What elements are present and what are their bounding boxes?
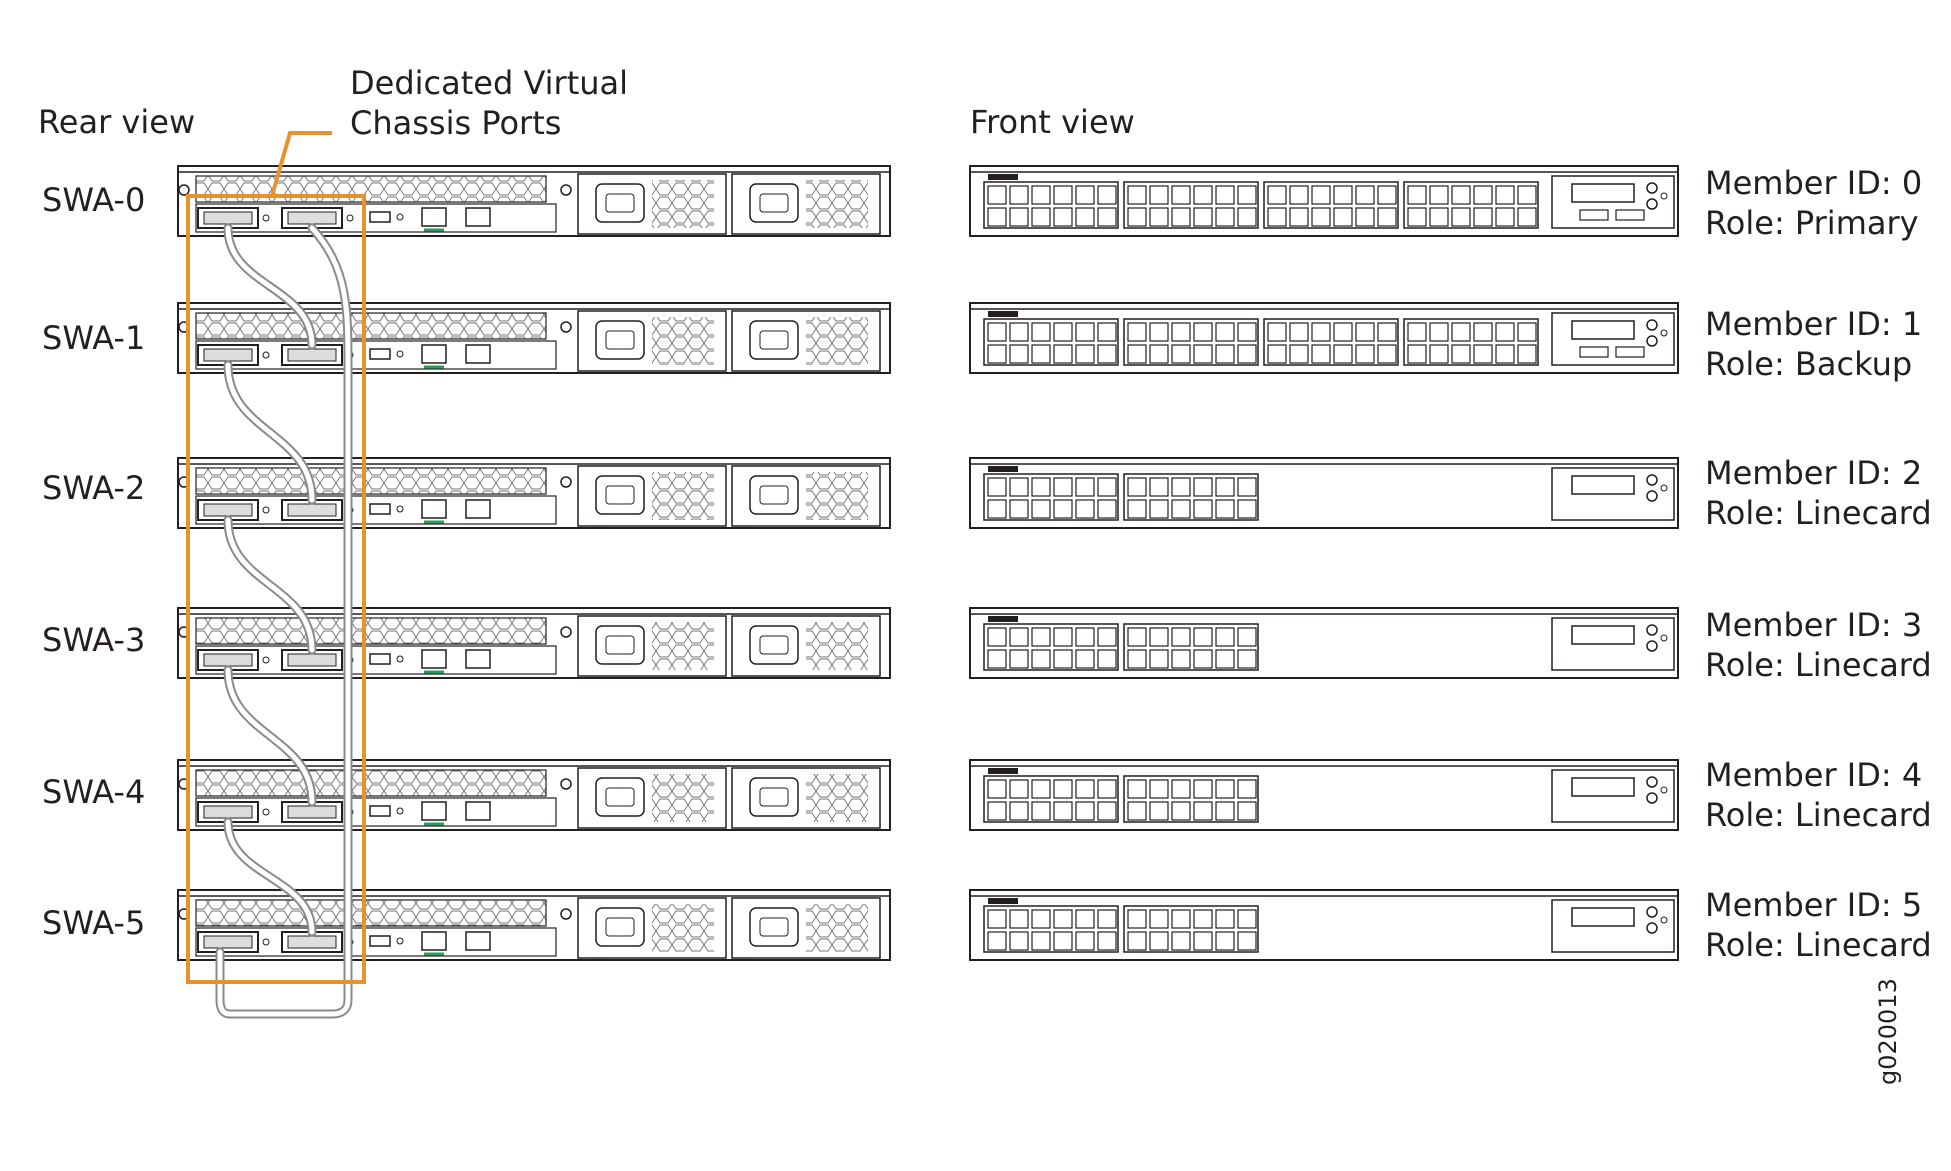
- member-id-label: Member ID: 1: [1705, 305, 1923, 343]
- rj45-port-icon: [1032, 208, 1050, 226]
- rj45-port-icon: [1032, 628, 1050, 646]
- power-inlet-icon: [596, 321, 644, 359]
- rj45-port-icon: [1518, 323, 1536, 341]
- rj45-port-icon: [1518, 345, 1536, 363]
- rj45-port-icon: [1194, 323, 1212, 341]
- rj45-port-icon: [1076, 650, 1094, 668]
- rj45-port-icon: [1238, 780, 1256, 798]
- rj45-port-icon: [1238, 910, 1256, 928]
- rj45-port-icon: [1150, 628, 1168, 646]
- rj45-port-icon: [988, 780, 1006, 798]
- rj45-port-icon: [1032, 186, 1050, 204]
- rj45-port-icon: [988, 323, 1006, 341]
- rear-switch-5: [178, 890, 890, 960]
- switch-name-swa-1: SWA-1: [42, 319, 146, 357]
- power-inlet-icon: [750, 778, 798, 816]
- rj45-port-icon: [1216, 780, 1234, 798]
- rj45-port-icon: [1128, 802, 1146, 820]
- rj45-port-icon: [1194, 802, 1212, 820]
- member-info-swa-0: [1705, 163, 1922, 243]
- rj45-port-icon: [1216, 208, 1234, 226]
- rear-switch-2: [178, 458, 890, 528]
- rj45-port-icon: [1098, 780, 1116, 798]
- rj45-port-icon: [1216, 628, 1234, 646]
- rj45-port-icon: [1010, 802, 1028, 820]
- rj45-port-icon: [1150, 323, 1168, 341]
- power-inlet-icon: [596, 626, 644, 664]
- rj45-port-icon: [1430, 186, 1448, 204]
- rj45-port-icon: [1496, 186, 1514, 204]
- fan-vent-icon: [806, 180, 868, 228]
- rj45-port-icon: [1032, 932, 1050, 950]
- rj45-port-icon: [1216, 910, 1234, 928]
- front-switch-1: [970, 303, 1678, 373]
- rj45-port-icon: [1054, 802, 1072, 820]
- front-switch-2: [970, 458, 1678, 528]
- rj45-port-icon: [1128, 323, 1146, 341]
- rj45-port-icon: [1474, 323, 1492, 341]
- rj45-port-icon: [1010, 186, 1028, 204]
- rj45-port-icon: [1172, 802, 1190, 820]
- rj45-port-icon: [1216, 932, 1234, 950]
- rj45-port-icon: [1356, 345, 1374, 363]
- rj45-port-icon: [1150, 208, 1168, 226]
- rj45-port-icon: [1128, 650, 1146, 668]
- rj45-port-icon: [1098, 345, 1116, 363]
- member-id-label: Member ID: 2: [1705, 454, 1923, 492]
- fan-vent-icon: [806, 317, 868, 365]
- rj45-port-icon: [466, 345, 490, 363]
- rj45-port-icon: [1098, 208, 1116, 226]
- rj45-port-icon: [1356, 208, 1374, 226]
- role-label: Role: Linecard: [1705, 494, 1932, 532]
- rj45-port-icon: [1128, 932, 1146, 950]
- rj45-port-icon: [1238, 932, 1256, 950]
- fan-vent-icon: [196, 900, 546, 926]
- switch-name-swa-3: SWA-3: [42, 621, 146, 659]
- switch-name-swa-2: SWA-2: [42, 469, 146, 507]
- rj45-port-icon: [1430, 345, 1448, 363]
- rj45-port-icon: [988, 500, 1006, 518]
- rj45-port-icon: [1032, 650, 1050, 668]
- power-inlet-icon: [596, 184, 644, 222]
- rj45-port-icon: [1032, 500, 1050, 518]
- rj45-port-icon: [1128, 780, 1146, 798]
- brand-logo: [988, 311, 1018, 317]
- rj45-port-icon: [1054, 910, 1072, 928]
- rj45-port-icon: [1054, 932, 1072, 950]
- rj45-port-icon: [988, 208, 1006, 226]
- front-switch-5: [970, 890, 1678, 960]
- power-inlet-icon: [750, 908, 798, 946]
- rj45-port-icon: [1128, 500, 1146, 518]
- rj45-port-icon: [1238, 802, 1256, 820]
- rj45-port-icon: [1098, 323, 1116, 341]
- rj45-port-icon: [988, 910, 1006, 928]
- rj45-port-icon: [1452, 323, 1470, 341]
- power-inlet-icon: [596, 476, 644, 514]
- usb-port-icon: [370, 654, 390, 664]
- rj45-port-icon: [1378, 345, 1396, 363]
- rj45-port-icon: [1150, 345, 1168, 363]
- brand-logo: [988, 898, 1018, 904]
- role-label: Role: Primary: [1705, 204, 1919, 242]
- rear-switch-1: [178, 303, 890, 373]
- rj45-port-icon: [1172, 932, 1190, 950]
- power-inlet-icon: [750, 476, 798, 514]
- fan-vent-icon: [806, 774, 868, 822]
- front-switch-4: [970, 760, 1678, 830]
- fan-vent-icon: [196, 618, 546, 644]
- rj45-port-icon: [1076, 802, 1094, 820]
- fan-vent-icon: [652, 622, 714, 670]
- rj45-port-icon: [1172, 478, 1190, 496]
- rj45-port-icon: [1518, 186, 1536, 204]
- rj45-port-icon: [1054, 186, 1072, 204]
- usb-port-icon: [370, 349, 390, 359]
- rj45-port-icon: [1032, 478, 1050, 496]
- power-inlet-icon: [750, 184, 798, 222]
- lcd-panel-icon: [1572, 778, 1634, 796]
- rj45-port-icon: [1032, 780, 1050, 798]
- rj45-port-icon: [1216, 500, 1234, 518]
- rj45-port-icon: [1452, 208, 1470, 226]
- rj45-port-icon: [466, 802, 490, 820]
- rj45-port-icon: [1098, 910, 1116, 928]
- rj45-port-icon: [1054, 628, 1072, 646]
- rear-view-label: Rear view: [38, 103, 196, 141]
- member-info-swa-4: [1705, 755, 1932, 835]
- switch-name-swa-0: SWA-0: [42, 181, 146, 219]
- rj45-port-icon: [1408, 208, 1426, 226]
- rj45-port-icon: [422, 932, 446, 950]
- rj45-port-icon: [988, 932, 1006, 950]
- rj45-port-icon: [1268, 345, 1286, 363]
- rj45-port-icon: [1216, 186, 1234, 204]
- rj45-port-icon: [1452, 345, 1470, 363]
- role-label: Role: Linecard: [1705, 926, 1932, 964]
- rj45-port-icon: [1378, 323, 1396, 341]
- rj45-port-icon: [1076, 628, 1094, 646]
- rj45-port-icon: [1194, 345, 1212, 363]
- dvcp-label-line1: Dedicated Virtual: [350, 64, 629, 102]
- rj45-port-icon: [1054, 208, 1072, 226]
- fan-vent-icon: [806, 904, 868, 952]
- role-label: Role: Backup: [1705, 345, 1913, 383]
- rj45-port-icon: [1216, 650, 1234, 668]
- rj45-port-icon: [1216, 345, 1234, 363]
- rj45-port-icon: [1054, 500, 1072, 518]
- member-id-label: Member ID: 5: [1705, 886, 1923, 924]
- rj45-port-icon: [1150, 802, 1168, 820]
- power-inlet-icon: [596, 778, 644, 816]
- rj45-port-icon: [1098, 500, 1116, 518]
- usb-port-icon: [370, 936, 390, 946]
- rj45-port-icon: [988, 628, 1006, 646]
- rj45-port-icon: [1054, 478, 1072, 496]
- rj45-port-icon: [1032, 802, 1050, 820]
- rj45-port-icon: [988, 345, 1006, 363]
- rj45-port-icon: [422, 802, 446, 820]
- rj45-port-icon: [1128, 345, 1146, 363]
- rj45-port-icon: [1194, 910, 1212, 928]
- rj45-port-icon: [1194, 628, 1212, 646]
- fan-vent-icon: [196, 770, 546, 796]
- rj45-port-icon: [1356, 323, 1374, 341]
- rj45-port-icon: [1054, 650, 1072, 668]
- rj45-port-icon: [1054, 345, 1072, 363]
- rj45-port-icon: [1010, 323, 1028, 341]
- rj45-port-icon: [1054, 780, 1072, 798]
- brand-logo: [988, 174, 1018, 180]
- rj45-port-icon: [1076, 500, 1094, 518]
- rj45-port-icon: [1172, 208, 1190, 226]
- fan-vent-icon: [196, 313, 546, 339]
- lcd-panel-icon: [1572, 626, 1634, 644]
- rj45-port-icon: [422, 650, 446, 668]
- brand-logo: [988, 466, 1018, 472]
- rj45-port-icon: [1194, 208, 1212, 226]
- rj45-port-icon: [1128, 208, 1146, 226]
- rj45-port-icon: [1150, 932, 1168, 950]
- rj45-port-icon: [1032, 323, 1050, 341]
- power-inlet-icon: [750, 321, 798, 359]
- rj45-port-icon: [1172, 186, 1190, 204]
- rj45-port-icon: [1408, 186, 1426, 204]
- front-view-label: Front view: [970, 103, 1135, 141]
- rj45-port-icon: [422, 500, 446, 518]
- rj45-port-icon: [1268, 186, 1286, 204]
- lcd-panel-icon: [1572, 908, 1634, 926]
- rj45-port-icon: [1194, 186, 1212, 204]
- rj45-port-icon: [1128, 628, 1146, 646]
- rj45-port-icon: [1010, 650, 1028, 668]
- rj45-port-icon: [1496, 345, 1514, 363]
- rj45-port-icon: [1474, 345, 1492, 363]
- rj45-port-icon: [1010, 478, 1028, 496]
- rj45-port-icon: [1430, 323, 1448, 341]
- role-label: Role: Linecard: [1705, 796, 1932, 834]
- fan-vent-icon: [196, 468, 546, 494]
- rj45-port-icon: [1128, 478, 1146, 496]
- rj45-port-icon: [1474, 186, 1492, 204]
- rj45-port-icon: [1150, 780, 1168, 798]
- rear-switch-0: [178, 166, 890, 236]
- rj45-port-icon: [1238, 628, 1256, 646]
- rj45-port-icon: [1010, 932, 1028, 950]
- rj45-port-icon: [988, 650, 1006, 668]
- member-info-swa-1: [1705, 304, 1922, 384]
- rj45-port-icon: [1290, 208, 1308, 226]
- rj45-port-icon: [1172, 345, 1190, 363]
- rj45-port-icon: [1098, 650, 1116, 668]
- figure-id: g020013: [1874, 978, 1902, 1085]
- rj45-port-icon: [1076, 208, 1094, 226]
- rj45-port-icon: [988, 186, 1006, 204]
- rj45-port-icon: [1238, 186, 1256, 204]
- rj45-port-icon: [988, 802, 1006, 820]
- rj45-port-icon: [1032, 910, 1050, 928]
- rj45-port-icon: [1194, 478, 1212, 496]
- rj45-port-icon: [1312, 186, 1330, 204]
- rj45-port-icon: [1076, 910, 1094, 928]
- rj45-port-icon: [1238, 345, 1256, 363]
- rj45-port-icon: [1054, 323, 1072, 341]
- rj45-port-icon: [1518, 208, 1536, 226]
- rj45-port-icon: [1216, 478, 1234, 496]
- rj45-port-icon: [1474, 208, 1492, 226]
- rj45-port-icon: [988, 478, 1006, 496]
- fan-vent-icon: [196, 176, 546, 202]
- rj45-port-icon: [1290, 345, 1308, 363]
- rj45-port-icon: [1238, 208, 1256, 226]
- rear-switch-3: [178, 608, 890, 678]
- rj45-port-icon: [1194, 650, 1212, 668]
- rj45-port-icon: [422, 345, 446, 363]
- rj45-port-icon: [1312, 323, 1330, 341]
- rj45-port-icon: [1150, 910, 1168, 928]
- member-id-label: Member ID: 4: [1705, 756, 1923, 794]
- rj45-port-icon: [1216, 802, 1234, 820]
- rj45-port-icon: [1216, 323, 1234, 341]
- rear-view-switches: [178, 166, 890, 960]
- rj45-port-icon: [1334, 208, 1352, 226]
- rj45-port-icon: [1290, 186, 1308, 204]
- fan-vent-icon: [652, 317, 714, 365]
- rj45-port-icon: [1098, 802, 1116, 820]
- rj45-port-icon: [1172, 500, 1190, 518]
- dvcp-label-line2: Chassis Ports: [350, 104, 562, 142]
- fan-vent-icon: [806, 622, 868, 670]
- lcd-panel-icon: [1572, 321, 1634, 339]
- fan-vent-icon: [806, 472, 868, 520]
- front-view-switches: [970, 166, 1678, 960]
- member-id-label: Member ID: 3: [1705, 606, 1923, 644]
- usb-port-icon: [370, 806, 390, 816]
- rj45-port-icon: [1010, 208, 1028, 226]
- front-switch-3: [970, 608, 1678, 678]
- rj45-port-icon: [1238, 323, 1256, 341]
- member-info-swa-3: [1705, 605, 1932, 685]
- fan-vent-icon: [652, 472, 714, 520]
- rj45-port-icon: [1194, 500, 1212, 518]
- lcd-panel-icon: [1572, 184, 1634, 202]
- rj45-port-icon: [1150, 650, 1168, 668]
- rj45-port-icon: [1076, 780, 1094, 798]
- member-info-swa-2: [1705, 453, 1932, 533]
- rj45-port-icon: [1194, 780, 1212, 798]
- rj45-port-icon: [1430, 208, 1448, 226]
- rj45-port-icon: [1150, 186, 1168, 204]
- rj45-port-icon: [1076, 478, 1094, 496]
- rj45-port-icon: [1452, 186, 1470, 204]
- lcd-panel-icon: [1572, 476, 1634, 494]
- rj45-port-icon: [1010, 345, 1028, 363]
- switch-name-swa-4: SWA-4: [42, 773, 146, 811]
- rj45-port-icon: [1334, 345, 1352, 363]
- rj45-port-icon: [1172, 323, 1190, 341]
- rj45-port-icon: [1356, 186, 1374, 204]
- rj45-port-icon: [1010, 628, 1028, 646]
- front-switch-0: [970, 166, 1678, 236]
- rj45-port-icon: [1076, 345, 1094, 363]
- rj45-port-icon: [1312, 345, 1330, 363]
- rj45-port-icon: [1098, 628, 1116, 646]
- power-inlet-icon: [596, 908, 644, 946]
- rj45-port-icon: [1150, 478, 1168, 496]
- rj45-port-icon: [1194, 932, 1212, 950]
- rj45-port-icon: [1128, 186, 1146, 204]
- usb-port-icon: [370, 212, 390, 222]
- rj45-port-icon: [1128, 910, 1146, 928]
- rj45-port-icon: [1032, 345, 1050, 363]
- member-id-label: Member ID: 0: [1705, 164, 1923, 202]
- switch-name-swa-5: SWA-5: [42, 904, 146, 942]
- rj45-port-icon: [1378, 208, 1396, 226]
- rj45-port-icon: [1172, 910, 1190, 928]
- rj45-port-icon: [1496, 323, 1514, 341]
- rj45-port-icon: [1378, 186, 1396, 204]
- rj45-port-icon: [1172, 650, 1190, 668]
- role-label: Role: Linecard: [1705, 646, 1932, 684]
- rear-switch-4: [178, 760, 890, 830]
- rj45-port-icon: [466, 650, 490, 668]
- rj45-port-icon: [1076, 186, 1094, 204]
- rj45-port-icon: [1290, 323, 1308, 341]
- rj45-port-icon: [1150, 500, 1168, 518]
- rj45-port-icon: [1408, 345, 1426, 363]
- rj45-port-icon: [422, 208, 446, 226]
- rj45-port-icon: [1076, 323, 1094, 341]
- rj45-port-icon: [1334, 186, 1352, 204]
- rj45-port-icon: [1010, 500, 1028, 518]
- rj45-port-icon: [1268, 208, 1286, 226]
- fan-vent-icon: [652, 774, 714, 822]
- fan-vent-icon: [652, 904, 714, 952]
- rj45-port-icon: [1408, 323, 1426, 341]
- rj45-port-icon: [1334, 323, 1352, 341]
- rj45-port-icon: [466, 500, 490, 518]
- rj45-port-icon: [466, 208, 490, 226]
- rj45-port-icon: [1496, 208, 1514, 226]
- rj45-port-icon: [1268, 323, 1286, 341]
- brand-logo: [988, 768, 1018, 774]
- rj45-port-icon: [1312, 208, 1330, 226]
- rj45-port-icon: [1010, 910, 1028, 928]
- rj45-port-icon: [1238, 650, 1256, 668]
- rj45-port-icon: [1238, 478, 1256, 496]
- usb-port-icon: [370, 504, 390, 514]
- fan-vent-icon: [652, 180, 714, 228]
- rj45-port-icon: [1238, 500, 1256, 518]
- rj45-port-icon: [466, 932, 490, 950]
- power-inlet-icon: [750, 626, 798, 664]
- rj45-port-icon: [1098, 932, 1116, 950]
- member-info-swa-5: [1705, 885, 1932, 965]
- brand-logo: [988, 616, 1018, 622]
- rj45-port-icon: [1098, 478, 1116, 496]
- rj45-port-icon: [1076, 932, 1094, 950]
- rj45-port-icon: [1172, 628, 1190, 646]
- rj45-port-icon: [1010, 780, 1028, 798]
- rj45-port-icon: [1098, 186, 1116, 204]
- rj45-port-icon: [1172, 780, 1190, 798]
